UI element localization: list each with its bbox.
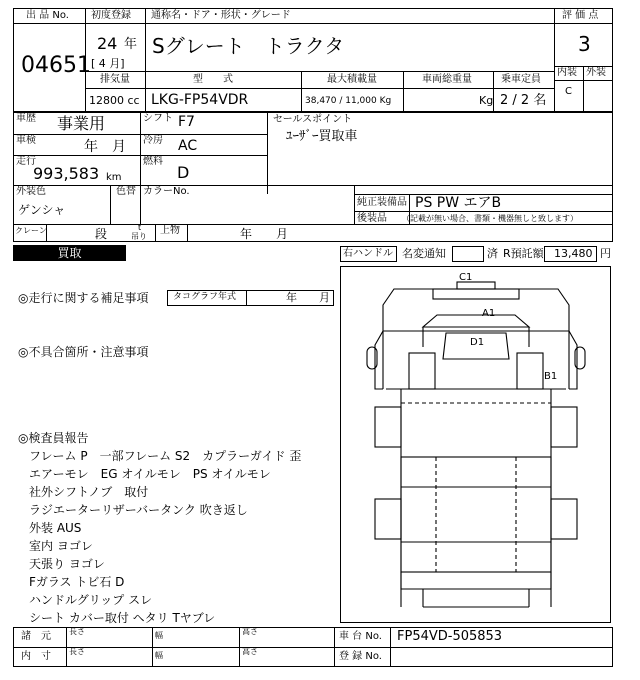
interior-grade-label: 内装 [557,67,577,78]
damage-mark-a1: A1 [482,308,496,319]
recycle-label: 済 [487,247,498,260]
name-change-label: 名変通知 [402,247,446,260]
inspector-line: ラジエーターリザーバータンク 吹き返し [29,503,248,517]
lot-label: 出 品 No. [26,10,69,21]
year-unit: 年 [124,37,138,52]
first-reg-month: [ 4 月] [91,57,125,70]
buyout-badge: 買取 [13,245,126,261]
crane-hook: 吊り [131,232,147,241]
color-code-label: カラーNo. [143,186,190,197]
equipment: PS PW エアB [415,195,502,211]
width-label: 幅 [155,631,163,640]
upper-date: 年 月 [240,227,289,241]
right-door [517,353,543,389]
mileage-unit: km [106,172,122,183]
equipment-label: 純正装備品 [357,197,407,208]
color-no-label: 色替 [116,186,136,197]
sales-point-label: セールスポイント [273,114,353,125]
capacity: 2 / 2 名 [500,93,547,108]
shift-label: シフト [143,113,173,124]
mileage: 993,583 [33,164,100,183]
rating-value: 3 [578,32,591,56]
rear-deck [401,457,551,572]
rear-right-wheel [551,499,577,539]
ext-color-label: 外装色 [16,186,46,197]
length-label: 長さ [69,647,85,656]
windshield [423,315,529,327]
cab-outline [383,289,569,331]
max-load-label: 最大積載量 [327,74,377,85]
driving-notes-label: ◎走行に関する補足事項 [18,291,149,305]
inspector-line: 社外シフトノブ 取付 [29,485,149,499]
first-reg-label: 初度登録 [91,10,131,21]
rear-left-wheel [375,499,401,539]
inspector-label: ◎検査員報告 [18,431,89,445]
inspector-line: 外装 AUS [29,521,82,535]
width-label: 幅 [155,651,163,660]
exterior-grade-label: 外装 [586,67,606,78]
fuel: D [177,163,190,182]
name-label: 通称名・ドア・形状・グレード [151,10,291,21]
damage-mark-d1: D1 [470,337,485,348]
first-reg-year: 24 [97,34,118,53]
inspector-line: 天張り ヨゴレ [29,557,105,571]
right-tank [551,407,577,447]
mileage-label: 走行 [16,156,36,167]
tacho-label: タコグラフ年式 [173,292,237,302]
displacement: 12800 cc [89,94,140,107]
recycle-amount: 13,480 [554,247,593,260]
history: 事業用 [57,114,106,133]
right-hand-label: 右ハンドル [343,248,393,259]
damage-mark-b1: B1 [544,371,558,382]
chassis-label: 車 台 No. [339,631,382,642]
tacho-date: 年 月 [286,291,330,304]
aftermarket-note: （記載が無い場合、書類・機器無しと致します） [402,214,578,223]
cab-right-side [569,331,577,389]
history-label: 車歴 [16,113,36,124]
ac: AC [178,138,198,154]
cab-left-side [375,331,383,389]
length-label: 長さ [69,627,85,636]
inspector-line: フレーム P 一部フレーム S2 カプラーガイド 歪 [29,449,302,463]
displacement-label: 排気量 [100,74,130,85]
rating-label: 評 価 点 [562,10,599,21]
lot-number: 04651 [21,53,91,78]
interior-dims-label: 内 寸 [21,651,51,662]
shift: F7 [178,114,195,130]
registration-label: 登 録 No. [339,651,382,662]
recycle-deposit-label: R預託額 [503,247,544,260]
ext-color: ゲンシャ [18,203,66,217]
height-label: 高さ [242,627,258,636]
inspector-line: 室内 ヨゴレ [29,539,93,553]
yen-unit: 円 [600,247,611,260]
vehicle-diagram [340,266,611,623]
fuel-label: 燃料 [143,156,163,167]
height-label: 高さ [242,647,258,656]
model-label: 型 式 [193,74,233,85]
gross-weight-unit: Kg [479,94,494,107]
crane-stage: 段 [95,227,108,241]
crane-label: クレーン [15,226,47,235]
defects-label: ◎不具合箇所・注意事項 [18,345,149,359]
inspector-line: シート カバー取付 ヘタリ Tヤブレ [29,611,216,625]
damage-mark-c1: C1 [459,272,473,283]
ac-label: 冷房 [143,135,163,146]
sales-point: ﾕｰｻﾞｰ買取車 [286,129,358,144]
capacity-label: 乗車定員 [501,74,541,85]
inspection-label: 車検 [16,135,36,146]
gross-weight-label: 車両総重量 [422,74,472,85]
cab-top [433,289,519,299]
aftermarket-label: 後装品 [357,213,387,224]
vehicle-name: Sグレート トラクタ [152,34,345,58]
specs-label: 諸 元 [21,631,51,642]
inspector-line: Fガラス トビ石 D [29,575,125,589]
max-load: 38,470 / 11,000 Kg [305,96,392,106]
model-code: LKG-FP54VDR [151,92,249,108]
upper-label: 上物 [160,225,180,236]
left-tank [375,407,401,447]
chassis-number: FP54VD-505853 [397,629,503,644]
inspector-line: エアーモレ EG オイルモレ PS オイルモレ [29,467,271,481]
left-door [409,353,435,389]
inspector-line: ハンドルグリップ スレ [29,593,153,607]
inspection: 年 月 [84,139,126,155]
tail [401,572,551,589]
roof-marker [457,282,495,289]
interior-grade: C [565,86,572,97]
crane-tons: t [138,223,142,232]
